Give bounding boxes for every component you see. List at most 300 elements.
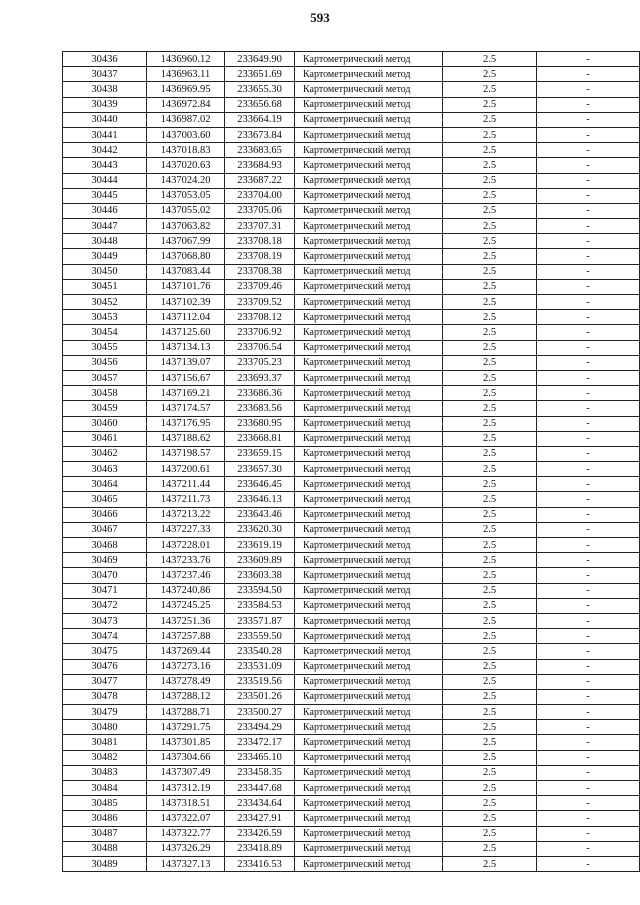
point-number-cell: 30482 (63, 750, 147, 765)
point-number-cell: 30464 (63, 477, 147, 492)
point-number-cell: 30488 (63, 841, 147, 856)
note-cell: - (537, 279, 640, 294)
y-coordinate-cell: 233686.36 (225, 386, 295, 401)
x-coordinate-cell: 1437322.77 (147, 826, 225, 841)
table-row (63, 568, 640, 583)
note-cell: - (537, 173, 640, 188)
point-number-cell: 30489 (63, 856, 147, 871)
accuracy-cell: 2.5 (443, 82, 537, 97)
point-number-cell: 30442 (63, 143, 147, 158)
method-cell: Картометрический метод (295, 750, 443, 765)
accuracy-cell: 2.5 (443, 507, 537, 522)
x-coordinate-cell: 1437169.21 (147, 386, 225, 401)
y-coordinate-cell: 233447.68 (225, 781, 295, 796)
point-number-cell: 30474 (63, 629, 147, 644)
method-cell: Картометрический метод (295, 67, 443, 82)
x-coordinate-cell: 1437227.33 (147, 522, 225, 537)
y-coordinate-cell: 233609.89 (225, 553, 295, 568)
accuracy-cell: 2.5 (443, 735, 537, 750)
x-coordinate-cell: 1437020.63 (147, 158, 225, 173)
y-coordinate-cell: 233657.30 (225, 462, 295, 477)
point-number-cell: 30483 (63, 765, 147, 780)
accuracy-cell: 2.5 (443, 644, 537, 659)
table-row (63, 401, 640, 416)
method-cell: Картометрический метод (295, 370, 443, 385)
accuracy-cell: 2.5 (443, 279, 537, 294)
accuracy-cell: 2.5 (443, 446, 537, 461)
method-cell: Картометрический метод (295, 188, 443, 203)
y-coordinate-cell: 233500.27 (225, 705, 295, 720)
method-cell: Картометрический метод (295, 568, 443, 583)
x-coordinate-cell: 1437257.88 (147, 629, 225, 644)
point-number-cell: 30473 (63, 613, 147, 628)
method-cell: Картометрический метод (295, 52, 443, 67)
note-cell: - (537, 67, 640, 82)
accuracy-cell: 2.5 (443, 127, 537, 142)
table-row (63, 522, 640, 537)
method-cell: Картометрический метод (295, 431, 443, 446)
accuracy-cell: 2.5 (443, 568, 537, 583)
table-row (63, 811, 640, 826)
y-coordinate-cell: 233472.17 (225, 735, 295, 750)
table-row (63, 841, 640, 856)
point-number-cell: 30478 (63, 689, 147, 704)
point-number-cell: 30466 (63, 507, 147, 522)
table-row (63, 553, 640, 568)
note-cell: - (537, 97, 640, 112)
table-row (63, 765, 640, 780)
point-number-cell: 30462 (63, 446, 147, 461)
point-number-cell: 30441 (63, 127, 147, 142)
note-cell: - (537, 674, 640, 689)
accuracy-cell: 2.5 (443, 598, 537, 613)
x-coordinate-cell: 1437176.95 (147, 416, 225, 431)
note-cell: - (537, 295, 640, 310)
x-coordinate-cell: 1436987.02 (147, 112, 225, 127)
x-coordinate-cell: 1437200.61 (147, 462, 225, 477)
method-cell: Картометрический метод (295, 416, 443, 431)
method-cell: Картометрический метод (295, 598, 443, 613)
point-number-cell: 30443 (63, 158, 147, 173)
y-coordinate-cell: 233427.91 (225, 811, 295, 826)
method-cell: Картометрический метод (295, 689, 443, 704)
accuracy-cell: 2.5 (443, 674, 537, 689)
accuracy-cell: 2.5 (443, 689, 537, 704)
x-coordinate-cell: 1437068.80 (147, 249, 225, 264)
table-row (63, 644, 640, 659)
method-cell: Картометрический метод (295, 765, 443, 780)
method-cell: Картометрический метод (295, 796, 443, 811)
table-row (63, 203, 640, 218)
y-coordinate-cell: 233656.68 (225, 97, 295, 112)
y-coordinate-cell: 233709.46 (225, 279, 295, 294)
y-coordinate-cell: 233668.81 (225, 431, 295, 446)
y-coordinate-cell: 233465.10 (225, 750, 295, 765)
accuracy-cell: 2.5 (443, 325, 537, 340)
accuracy-cell: 2.5 (443, 613, 537, 628)
x-coordinate-cell: 1437273.16 (147, 659, 225, 674)
method-cell: Картометрический метод (295, 173, 443, 188)
table-row (63, 446, 640, 461)
point-number-cell: 30458 (63, 386, 147, 401)
note-cell: - (537, 462, 640, 477)
note-cell: - (537, 82, 640, 97)
accuracy-cell: 2.5 (443, 462, 537, 477)
method-cell: Картометрический метод (295, 659, 443, 674)
table-row (63, 386, 640, 401)
accuracy-cell: 2.5 (443, 97, 537, 112)
x-coordinate-cell: 1437188.62 (147, 431, 225, 446)
accuracy-cell: 2.5 (443, 538, 537, 553)
y-coordinate-cell: 233708.18 (225, 234, 295, 249)
method-cell: Картометрический метод (295, 781, 443, 796)
table-row (63, 97, 640, 112)
table-row (63, 112, 640, 127)
method-cell: Картометрический метод (295, 629, 443, 644)
note-cell: - (537, 659, 640, 674)
y-coordinate-cell: 233706.54 (225, 340, 295, 355)
accuracy-cell: 2.5 (443, 720, 537, 735)
accuracy-cell: 2.5 (443, 340, 537, 355)
method-cell: Картометрический метод (295, 143, 443, 158)
note-cell: - (537, 431, 640, 446)
method-cell: Картометрический метод (295, 295, 443, 310)
note-cell: - (537, 143, 640, 158)
point-number-cell: 30448 (63, 234, 147, 249)
point-number-cell: 30487 (63, 826, 147, 841)
table-row (63, 127, 640, 142)
note-cell: - (537, 492, 640, 507)
accuracy-cell: 2.5 (443, 416, 537, 431)
y-coordinate-cell: 233434.64 (225, 796, 295, 811)
note-cell: - (537, 796, 640, 811)
note-cell: - (537, 355, 640, 370)
x-coordinate-cell: 1437288.71 (147, 705, 225, 720)
table-row (63, 583, 640, 598)
y-coordinate-cell: 233651.69 (225, 67, 295, 82)
x-coordinate-cell: 1437003.60 (147, 127, 225, 142)
table-row (63, 158, 640, 173)
method-cell: Картометрический метод (295, 492, 443, 507)
note-cell: - (537, 477, 640, 492)
x-coordinate-cell: 1437228.01 (147, 538, 225, 553)
method-cell: Картометрический метод (295, 856, 443, 871)
accuracy-cell: 2.5 (443, 158, 537, 173)
y-coordinate-cell: 233705.06 (225, 203, 295, 218)
method-cell: Картометрический метод (295, 841, 443, 856)
x-coordinate-cell: 1437278.49 (147, 674, 225, 689)
accuracy-cell: 2.5 (443, 295, 537, 310)
point-number-cell: 30444 (63, 173, 147, 188)
note-cell: - (537, 705, 640, 720)
y-coordinate-cell: 233519.56 (225, 674, 295, 689)
x-coordinate-cell: 1437307.49 (147, 765, 225, 780)
note-cell: - (537, 841, 640, 856)
y-coordinate-cell: 233416.53 (225, 856, 295, 871)
point-number-cell: 30457 (63, 370, 147, 385)
note-cell: - (537, 340, 640, 355)
table-row (63, 219, 640, 234)
table-row (63, 431, 640, 446)
accuracy-cell: 2.5 (443, 522, 537, 537)
method-cell: Картометрический метод (295, 219, 443, 234)
method-cell: Картометрический метод (295, 826, 443, 841)
note-cell: - (537, 325, 640, 340)
note-cell: - (537, 720, 640, 735)
point-number-cell: 30475 (63, 644, 147, 659)
table-row (63, 689, 640, 704)
point-number-cell: 30480 (63, 720, 147, 735)
y-coordinate-cell: 233494.29 (225, 720, 295, 735)
method-cell: Картометрический метод (295, 735, 443, 750)
point-number-cell: 30454 (63, 325, 147, 340)
point-number-cell: 30438 (63, 82, 147, 97)
method-cell: Картометрический метод (295, 355, 443, 370)
y-coordinate-cell: 233603.38 (225, 568, 295, 583)
y-coordinate-cell: 233659.15 (225, 446, 295, 461)
point-number-cell: 30440 (63, 112, 147, 127)
method-cell: Картометрический метод (295, 705, 443, 720)
x-coordinate-cell: 1437237.46 (147, 568, 225, 583)
accuracy-cell: 2.5 (443, 52, 537, 67)
method-cell: Картометрический метод (295, 340, 443, 355)
table-row (63, 52, 640, 67)
table-row (63, 826, 640, 841)
point-number-cell: 30461 (63, 431, 147, 446)
table-row (63, 613, 640, 628)
note-cell: - (537, 219, 640, 234)
accuracy-cell: 2.5 (443, 112, 537, 127)
point-number-cell: 30470 (63, 568, 147, 583)
method-cell: Картометрический метод (295, 203, 443, 218)
note-cell: - (537, 127, 640, 142)
note-cell: - (537, 507, 640, 522)
y-coordinate-cell: 233664.19 (225, 112, 295, 127)
y-coordinate-cell: 233643.46 (225, 507, 295, 522)
x-coordinate-cell: 1437288.12 (147, 689, 225, 704)
point-number-cell: 30452 (63, 295, 147, 310)
x-coordinate-cell: 1437101.76 (147, 279, 225, 294)
method-cell: Картометрический метод (295, 538, 443, 553)
x-coordinate-cell: 1437251.36 (147, 613, 225, 628)
y-coordinate-cell: 233649.90 (225, 52, 295, 67)
x-coordinate-cell: 1437240.86 (147, 583, 225, 598)
x-coordinate-cell: 1437139.07 (147, 355, 225, 370)
x-coordinate-cell: 1437055.02 (147, 203, 225, 218)
x-coordinate-cell: 1437245.25 (147, 598, 225, 613)
y-coordinate-cell: 233680.95 (225, 416, 295, 431)
accuracy-cell: 2.5 (443, 583, 537, 598)
y-coordinate-cell: 233683.56 (225, 401, 295, 416)
accuracy-cell: 2.5 (443, 765, 537, 780)
point-number-cell: 30463 (63, 462, 147, 477)
point-number-cell: 30450 (63, 264, 147, 279)
table-row (63, 477, 640, 492)
point-number-cell: 30451 (63, 279, 147, 294)
note-cell: - (537, 629, 640, 644)
point-number-cell: 30484 (63, 781, 147, 796)
y-coordinate-cell: 233619.19 (225, 538, 295, 553)
table-row (63, 598, 640, 613)
x-coordinate-cell: 1437233.76 (147, 553, 225, 568)
x-coordinate-cell: 1437063.82 (147, 219, 225, 234)
note-cell: - (537, 310, 640, 325)
accuracy-cell: 2.5 (443, 856, 537, 871)
y-coordinate-cell: 233655.30 (225, 82, 295, 97)
note-cell: - (537, 416, 640, 431)
method-cell: Картометрический метод (295, 553, 443, 568)
accuracy-cell: 2.5 (443, 431, 537, 446)
note-cell: - (537, 52, 640, 67)
point-number-cell: 30446 (63, 203, 147, 218)
table-row (63, 173, 640, 188)
table-row (63, 492, 640, 507)
x-coordinate-cell: 1437327.13 (147, 856, 225, 871)
accuracy-cell: 2.5 (443, 781, 537, 796)
y-coordinate-cell: 233683.65 (225, 143, 295, 158)
note-cell: - (537, 112, 640, 127)
note-cell: - (537, 826, 640, 841)
y-coordinate-cell: 233693.37 (225, 370, 295, 385)
accuracy-cell: 2.5 (443, 67, 537, 82)
x-coordinate-cell: 1437213.22 (147, 507, 225, 522)
note-cell: - (537, 583, 640, 598)
note-cell: - (537, 234, 640, 249)
point-number-cell: 30456 (63, 355, 147, 370)
x-coordinate-cell: 1437125.60 (147, 325, 225, 340)
note-cell: - (537, 370, 640, 385)
accuracy-cell: 2.5 (443, 264, 537, 279)
y-coordinate-cell: 233458.35 (225, 765, 295, 780)
accuracy-cell: 2.5 (443, 310, 537, 325)
y-coordinate-cell: 233620.30 (225, 522, 295, 537)
y-coordinate-cell: 233559.50 (225, 629, 295, 644)
method-cell: Картометрический метод (295, 264, 443, 279)
accuracy-cell: 2.5 (443, 143, 537, 158)
table-row (63, 279, 640, 294)
point-number-cell: 30447 (63, 219, 147, 234)
table-row (63, 462, 640, 477)
note-cell: - (537, 598, 640, 613)
method-cell: Картометрический метод (295, 279, 443, 294)
accuracy-cell: 2.5 (443, 796, 537, 811)
x-coordinate-cell: 1437291.75 (147, 720, 225, 735)
coordinates-table (62, 51, 640, 872)
x-coordinate-cell: 1437269.44 (147, 644, 225, 659)
method-cell: Картометрический метод (295, 234, 443, 249)
y-coordinate-cell: 233594.50 (225, 583, 295, 598)
note-cell: - (537, 765, 640, 780)
point-number-cell: 30481 (63, 735, 147, 750)
method-cell: Картометрический метод (295, 477, 443, 492)
y-coordinate-cell: 233684.93 (225, 158, 295, 173)
note-cell: - (537, 446, 640, 461)
method-cell: Картометрический метод (295, 249, 443, 264)
table-row (63, 249, 640, 264)
accuracy-cell: 2.5 (443, 234, 537, 249)
note-cell: - (537, 188, 640, 203)
note-cell: - (537, 264, 640, 279)
table-row (63, 796, 640, 811)
accuracy-cell: 2.5 (443, 705, 537, 720)
y-coordinate-cell: 233708.12 (225, 310, 295, 325)
table-row (63, 507, 640, 522)
y-coordinate-cell: 233709.52 (225, 295, 295, 310)
table-row (63, 781, 640, 796)
note-cell: - (537, 386, 640, 401)
y-coordinate-cell: 233531.09 (225, 659, 295, 674)
y-coordinate-cell: 233540.28 (225, 644, 295, 659)
note-cell: - (537, 811, 640, 826)
table-row (63, 234, 640, 249)
accuracy-cell: 2.5 (443, 203, 537, 218)
x-coordinate-cell: 1437326.29 (147, 841, 225, 856)
x-coordinate-cell: 1437198.57 (147, 446, 225, 461)
table-row (63, 735, 640, 750)
page-number: 593 (310, 10, 330, 25)
method-cell: Картометрический метод (295, 82, 443, 97)
y-coordinate-cell: 233687.22 (225, 173, 295, 188)
point-number-cell: 30476 (63, 659, 147, 674)
table-row (63, 538, 640, 553)
accuracy-cell: 2.5 (443, 401, 537, 416)
point-number-cell: 30460 (63, 416, 147, 431)
table-row (63, 416, 640, 431)
x-coordinate-cell: 1437112.04 (147, 310, 225, 325)
accuracy-cell: 2.5 (443, 477, 537, 492)
x-coordinate-cell: 1437024.20 (147, 173, 225, 188)
y-coordinate-cell: 233708.38 (225, 264, 295, 279)
method-cell: Картометрический метод (295, 325, 443, 340)
y-coordinate-cell: 233501.26 (225, 689, 295, 704)
method-cell: Картометрический метод (295, 583, 443, 598)
note-cell: - (537, 522, 640, 537)
point-number-cell: 30468 (63, 538, 147, 553)
x-coordinate-cell: 1437301.85 (147, 735, 225, 750)
accuracy-cell: 2.5 (443, 249, 537, 264)
x-coordinate-cell: 1437053.05 (147, 188, 225, 203)
point-number-cell: 30486 (63, 811, 147, 826)
table-row (63, 188, 640, 203)
x-coordinate-cell: 1437067.99 (147, 234, 225, 249)
y-coordinate-cell: 233708.19 (225, 249, 295, 264)
method-cell: Картометрический метод (295, 127, 443, 142)
y-coordinate-cell: 233584.53 (225, 598, 295, 613)
method-cell: Картометрический метод (295, 97, 443, 112)
note-cell: - (537, 856, 640, 871)
y-coordinate-cell: 233646.45 (225, 477, 295, 492)
table-row (63, 674, 640, 689)
point-number-cell: 30472 (63, 598, 147, 613)
method-cell: Картометрический метод (295, 158, 443, 173)
note-cell: - (537, 203, 640, 218)
x-coordinate-cell: 1437304.66 (147, 750, 225, 765)
point-number-cell: 30465 (63, 492, 147, 507)
table-row (63, 143, 640, 158)
x-coordinate-cell: 1437083.44 (147, 264, 225, 279)
method-cell: Картометрический метод (295, 720, 443, 735)
note-cell: - (537, 538, 640, 553)
point-number-cell: 30445 (63, 188, 147, 203)
note-cell: - (537, 750, 640, 765)
x-coordinate-cell: 1437174.57 (147, 401, 225, 416)
accuracy-cell: 2.5 (443, 841, 537, 856)
point-number-cell: 30485 (63, 796, 147, 811)
accuracy-cell: 2.5 (443, 629, 537, 644)
accuracy-cell: 2.5 (443, 750, 537, 765)
table-row (63, 264, 640, 279)
method-cell: Картометрический метод (295, 446, 443, 461)
